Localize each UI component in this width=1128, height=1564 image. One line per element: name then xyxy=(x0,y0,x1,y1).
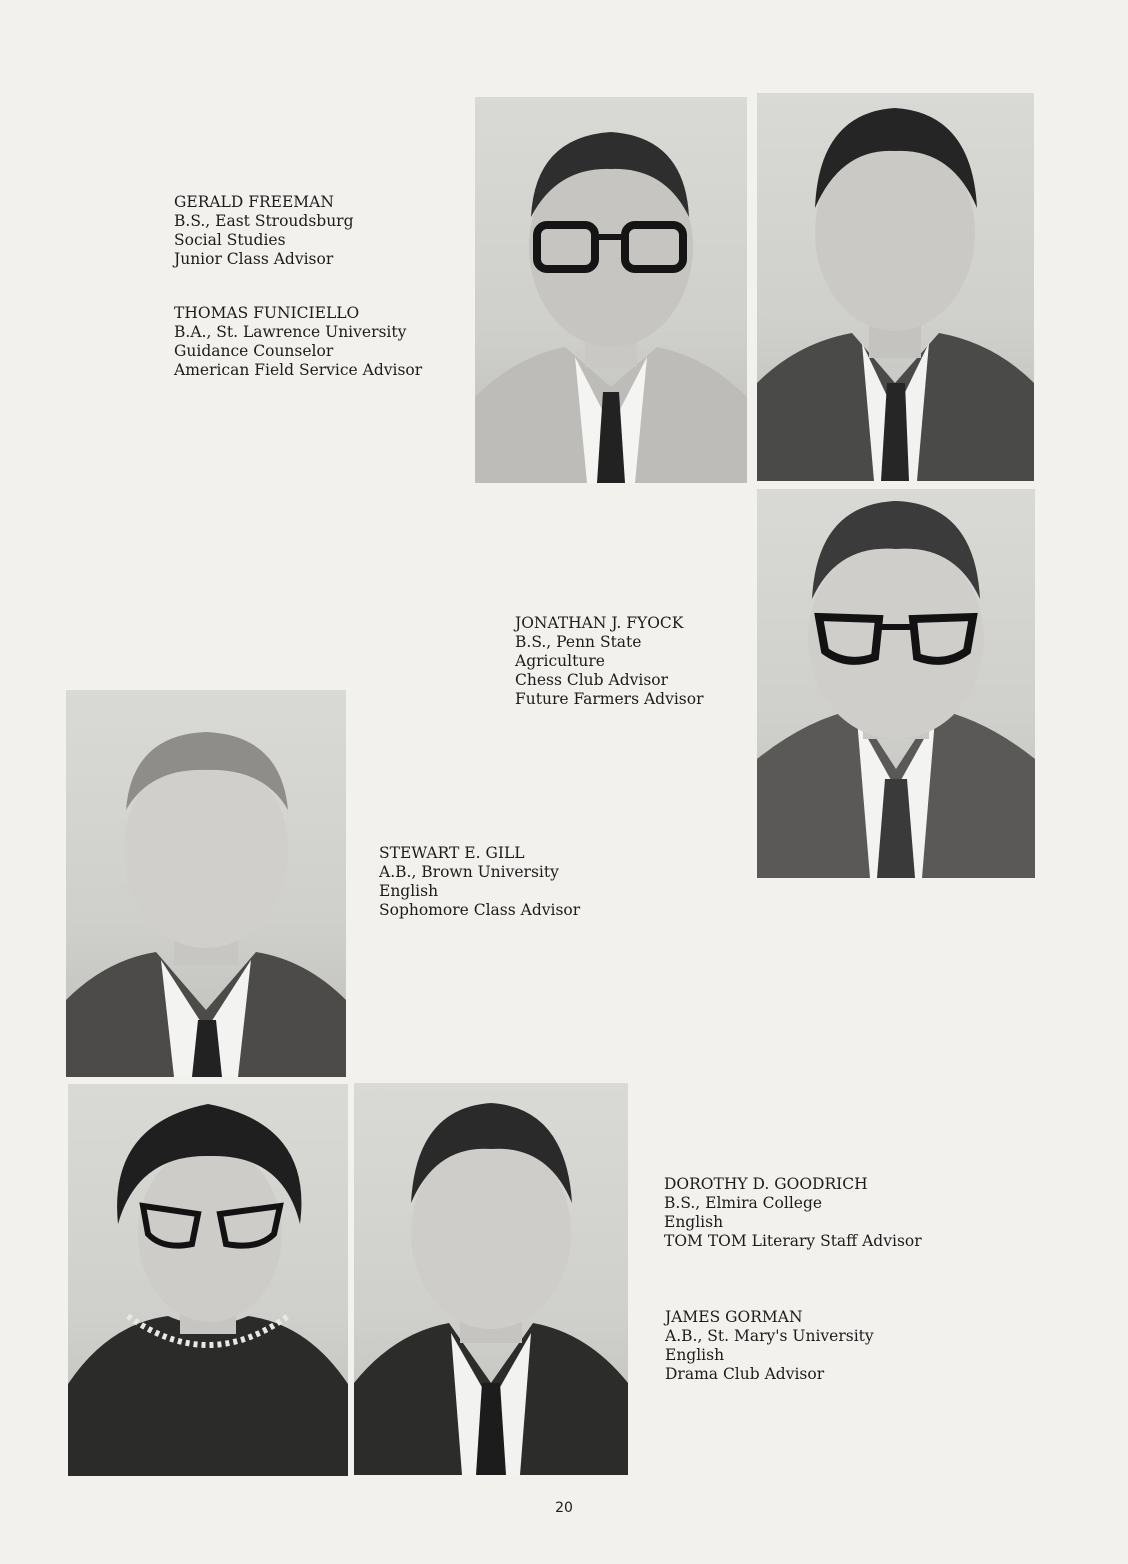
faculty-role: TOM TOM Literary Staff Advisor xyxy=(664,1232,922,1250)
faculty-subject: Agriculture xyxy=(515,652,605,670)
faculty-entry-goodrich xyxy=(664,1175,922,1251)
portrait-photo-goodrich xyxy=(68,1084,348,1476)
faculty-name: JONATHAN J. FYOCK xyxy=(515,614,684,632)
faculty-degree: A.B., St. Mary's University xyxy=(665,1327,874,1345)
faculty-subject: English xyxy=(664,1213,724,1231)
faculty-subject: English xyxy=(665,1346,725,1364)
faculty-name: GERALD FREEMAN xyxy=(174,193,334,211)
faculty-subject: Social Studies xyxy=(174,231,286,249)
faculty-name: THOMAS FUNICIELLO xyxy=(174,304,360,322)
portrait-photo-gill xyxy=(66,690,346,1077)
faculty-entry-freeman xyxy=(174,193,354,269)
faculty-degree: B.S., Penn State xyxy=(515,633,642,651)
faculty-role: Sophomore Class Advisor xyxy=(379,901,581,919)
faculty-entry-fyock xyxy=(515,614,704,709)
faculty-role: American Field Service Advisor xyxy=(174,361,423,379)
faculty-name: JAMES GORMAN xyxy=(665,1308,803,1326)
portrait-photo-freeman xyxy=(475,97,747,483)
faculty-name: STEWART E. GILL xyxy=(379,844,525,862)
faculty-degree: B.S., East Stroudsburg xyxy=(174,212,354,230)
faculty-degree: B.S., Elmira College xyxy=(664,1194,823,1212)
faculty-entry-funiciello xyxy=(174,304,422,380)
faculty-entry-gorman xyxy=(665,1308,874,1384)
portrait-photo-fyock xyxy=(757,489,1035,878)
faculty-degree: A.B., Brown University xyxy=(379,863,559,881)
faculty-entry-gill xyxy=(379,844,580,920)
faculty-role: Chess Club Advisor xyxy=(515,671,669,689)
faculty-subject: English xyxy=(379,882,439,900)
faculty-role: Drama Club Advisor xyxy=(665,1365,825,1383)
faculty-subject: Guidance Counselor xyxy=(174,342,334,360)
page-number: 20 xyxy=(555,1500,573,1516)
portrait-photo-funiciello xyxy=(757,93,1034,481)
faculty-name: DOROTHY D. GOODRICH xyxy=(664,1175,868,1193)
faculty-role: Junior Class Advisor xyxy=(174,250,334,268)
faculty-role: Future Farmers Advisor xyxy=(515,690,704,708)
portrait-photo-gorman xyxy=(354,1083,628,1475)
faculty-degree: B.A., St. Lawrence University xyxy=(174,323,407,341)
